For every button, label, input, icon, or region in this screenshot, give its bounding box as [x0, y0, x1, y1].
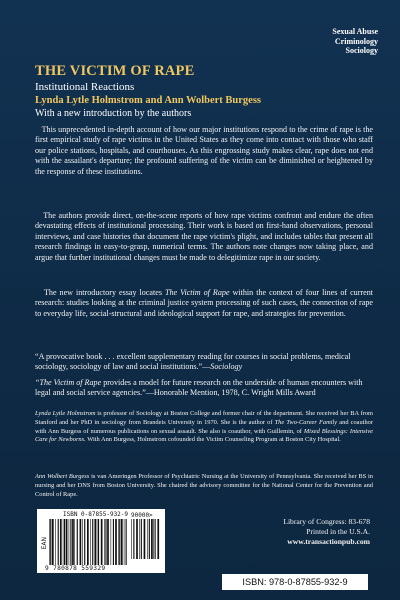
bio-1-text-2: and coauthor with Ann Burgess of numerous publications on sexual assault. She also is coauthor, with Guillemin, of	[35, 418, 374, 435]
barcode-isbn-label: ISBN 0-87855-932-9	[63, 511, 129, 518]
barcode-bar	[133, 519, 134, 559]
barcode-bar	[141, 519, 142, 559]
barcode-bar	[105, 519, 106, 565]
bio-1-book-2: Mixed Blessings: Intensive Care for Newborns.	[35, 427, 374, 444]
barcode-bar	[107, 519, 109, 565]
author-bio-burgess	[35, 473, 373, 499]
barcode-bar	[97, 519, 98, 565]
p3-book-title: The Victim of Rape	[164, 288, 230, 297]
barcode-bar	[70, 519, 71, 565]
barcode-bar	[84, 519, 85, 565]
subject-item: Sexual Abuse	[332, 27, 378, 36]
barcode-price-code: 90000>	[131, 512, 153, 519]
bio-1-book-1: The Two-Career Family	[274, 418, 338, 426]
book-subtitle: Institutional Reactions	[35, 81, 135, 93]
barcode-bar	[80, 519, 82, 565]
barcode-bar	[98, 519, 99, 565]
barcode-digits: 9 780878 559329	[45, 565, 106, 572]
barcode-bar	[155, 519, 156, 559]
p3-after: within the context of four lines of current research: studies looking at the criminal justice system processing of such cases, the connection of rape to everyday life, social-structural and ideological support for rape, and strategies for prevention.	[35, 288, 374, 318]
bio-2-text: is van Ameringen Professor of Psychiatric Nursing at the University of Pennsylvania. She received her BS in nursing and her DNS from Boston University. She chaired the advisory committee for the National Center for the Prevention and Control of Rape.	[35, 473, 373, 498]
review-quote-2	[35, 378, 373, 399]
barcode-bar	[90, 519, 91, 565]
library-of-congress: Library of Congress: 83-678	[283, 517, 370, 526]
barcode-ean-label: EAN	[41, 537, 48, 550]
barcode-bar	[111, 519, 112, 565]
barcode-bar	[77, 519, 78, 565]
barcode-bar	[136, 519, 138, 559]
quote-1-text: “A provocative book . . . excellent supplementary reading for courses in social problems, medical sociology, sociology of law and social institutions.”—	[35, 352, 351, 372]
barcode-bar	[50, 519, 51, 565]
barcode-bar	[147, 519, 148, 559]
barcode-bar	[119, 519, 120, 565]
barcode-bar	[118, 519, 119, 565]
barcode	[37, 509, 165, 573]
printed-in: Printed in the U.S.A.	[306, 527, 370, 536]
barcode-bar	[72, 519, 74, 565]
quote-1-source: Sociology	[210, 362, 243, 372]
barcode-bar	[131, 519, 132, 559]
barcode-bars-addon	[131, 519, 161, 559]
barcode-bar	[64, 519, 65, 565]
barcode-bar	[121, 519, 123, 565]
book-authors: Lynda Lytle Holmstrom and Ann Wolbert Burgess	[35, 95, 261, 106]
p3-before: The new introductory essay locates	[43, 288, 165, 297]
author-bio-holmstrom	[35, 410, 373, 445]
bio-1-text-1: is professor of Sociology at Boston College and former chair of the department. She received her BA from Stanford and her PhD in sociology from Brandeis University in 1970. She is the author of	[35, 410, 373, 426]
barcode-bar	[66, 519, 68, 565]
barcode-bar	[94, 519, 96, 565]
barcode-bar	[157, 519, 159, 559]
review-quotes	[35, 352, 373, 399]
subject-item: Criminology	[334, 36, 378, 46]
publisher-info	[240, 517, 370, 547]
intro-note: With a new introduction by the authors	[35, 108, 192, 119]
review-quote-1	[35, 352, 373, 373]
quote-2-title: “The Victim of Rape	[35, 377, 102, 387]
description-paragraph-3	[35, 288, 373, 319]
barcode-bar	[87, 519, 89, 565]
barcode-bar	[139, 519, 140, 559]
barcode-bar	[52, 519, 54, 565]
barcode-bar	[101, 519, 103, 565]
book-title: THE VICTIM OF RAPE	[35, 63, 195, 79]
barcode-bar	[144, 519, 146, 559]
barcode-bar	[151, 519, 153, 559]
barcode-bar	[82, 519, 83, 565]
barcode-bar	[115, 519, 117, 565]
bio-2-name: Ann Wolbert Burgess	[35, 473, 90, 480]
barcode-bar	[49, 519, 50, 565]
publisher-url: www.transactionpub.com	[287, 537, 370, 546]
subject-categories	[288, 27, 378, 56]
barcode-bar	[104, 519, 105, 565]
barcode-bar	[69, 519, 70, 565]
barcode-bar	[55, 519, 56, 565]
subject-item: Sociology	[345, 46, 378, 55]
barcode-bar	[63, 519, 64, 565]
isbn-13: ISBN: 978-0-87855-932-9	[222, 574, 368, 590]
quote-2-text: provides a model for future research on the underside of human encounters with legal and social service agencies.”—Honorable Mention, 1978, C. Wright Mills Award	[35, 377, 363, 398]
barcode-bar	[153, 519, 154, 559]
barcode-bar	[113, 519, 114, 565]
barcode-bar	[60, 519, 62, 565]
bio-1-name: Lynda Lytle Holmstrom	[35, 410, 96, 417]
barcode-bar	[126, 519, 127, 565]
bio-1-text-3: With Ann Burgess, Holmstrom cofounded the Victim Counseling Program at Boston City Hospital.	[85, 436, 341, 444]
barcode-bar	[92, 519, 93, 565]
description-paragraph-1: This unprecedented in-depth account of how our major institutions respond to the crime of rape is the first empirical study of rape victims in the United States as they come into contact with those who staff our police stations, hospitals, and courthouses. As this engrossing study makes clear, rape does not end with the assailant's departure; the profound suffering of the victim can be diminished or heightened by the response of these institutions.	[35, 125, 373, 176]
description-paragraph-2: The authors provide direct, on-the-scene reports of how rape victims confront and endure the often devastating effects of institutional processing. Their work is based on first-hand observations, personal interviews, and case histories that document the rape victim's plight, and includes tables that present all research findings in easy-to-grasp, numerical terms. The authors note changes now taking place, and argue that further institutional changes must be made to delegitimize rape in our society.	[35, 211, 373, 262]
barcode-bar	[58, 519, 59, 565]
barcode-bars-main	[49, 519, 129, 565]
barcode-bar	[124, 519, 125, 565]
barcode-bar	[149, 519, 150, 559]
barcode-bar	[74, 519, 75, 565]
